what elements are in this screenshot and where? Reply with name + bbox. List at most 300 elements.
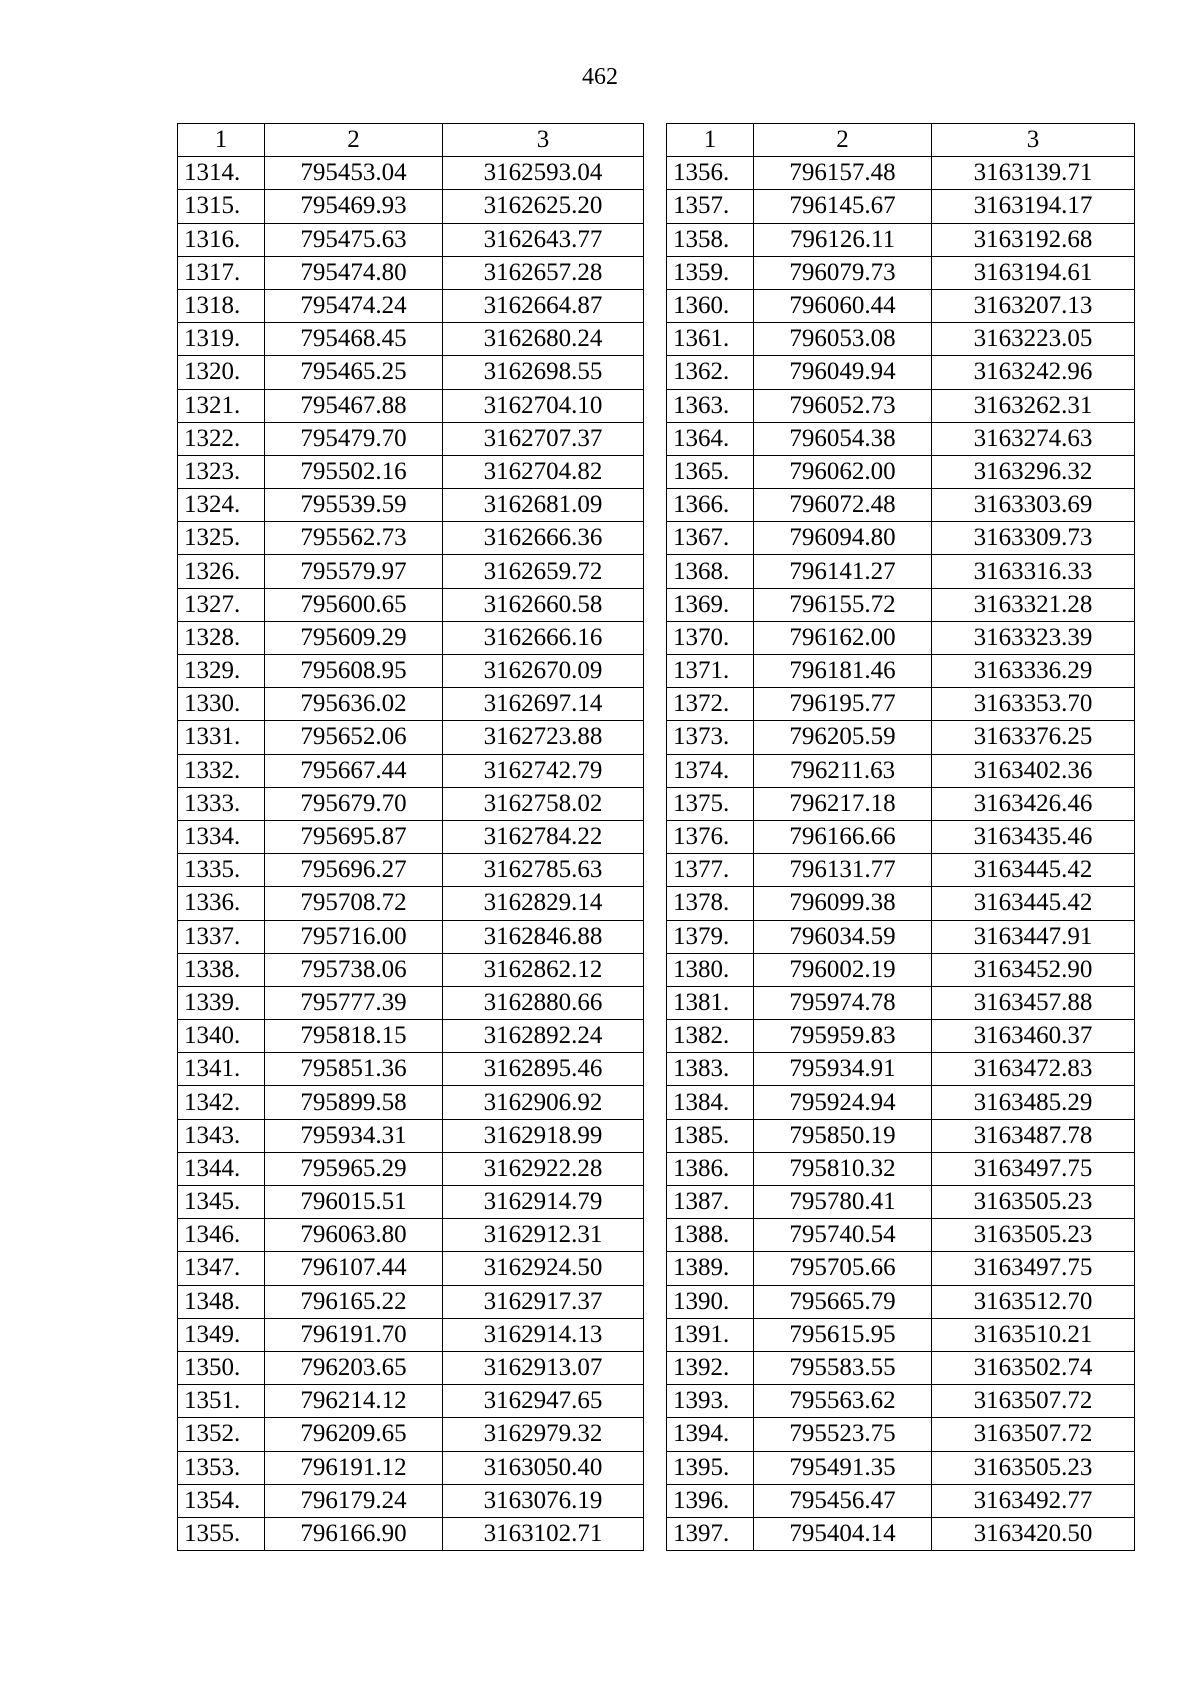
y-coordinate-cell: 3163505.23: [932, 1219, 1135, 1252]
point-number-cell: 1350.: [178, 1351, 265, 1384]
point-number-cell: 1374.: [667, 754, 754, 787]
table-row: [178, 289, 644, 322]
y-coordinate-cell: 3163510.21: [932, 1318, 1135, 1351]
x-coordinate-cell: 795469.93: [265, 190, 443, 223]
y-coordinate-cell: 3163262.31: [932, 389, 1135, 422]
x-coordinate-cell: 796181.46: [754, 655, 932, 688]
table-row: [667, 190, 1135, 223]
x-coordinate-cell: 795609.29: [265, 621, 443, 654]
y-coordinate-cell: 3162846.88: [443, 920, 644, 953]
x-coordinate-cell: 795696.27: [265, 854, 443, 887]
x-coordinate-cell: 796162.00: [754, 621, 932, 654]
x-coordinate-cell: 795679.70: [265, 787, 443, 820]
y-coordinate-cell: 3163309.73: [932, 522, 1135, 555]
table-row: [667, 1086, 1135, 1119]
x-coordinate-cell: 795600.65: [265, 588, 443, 621]
table-row: [178, 1351, 644, 1384]
y-coordinate-cell: 3162681.09: [443, 489, 644, 522]
table-row: [667, 389, 1135, 422]
header-col-3: 3: [443, 124, 644, 157]
x-coordinate-cell: 795479.70: [265, 422, 443, 455]
table-row: [178, 1285, 644, 1318]
x-coordinate-cell: 796217.18: [754, 787, 932, 820]
point-number-cell: 1337.: [178, 920, 265, 953]
point-number-cell: 1315.: [178, 190, 265, 223]
table-row: [667, 356, 1135, 389]
table-row: [178, 1219, 644, 1252]
x-coordinate-cell: 795563.62: [754, 1385, 932, 1418]
point-number-cell: 1364.: [667, 422, 754, 455]
table-row: [667, 1318, 1135, 1351]
point-number-cell: 1326.: [178, 555, 265, 588]
y-coordinate-cell: 3163296.32: [932, 455, 1135, 488]
x-coordinate-cell: 795562.73: [265, 522, 443, 555]
x-coordinate-cell: 795738.06: [265, 953, 443, 986]
point-number-cell: 1390.: [667, 1285, 754, 1318]
x-coordinate-cell: 796072.48: [754, 489, 932, 522]
point-number-cell: 1318.: [178, 289, 265, 322]
table-row: [667, 522, 1135, 555]
y-coordinate-cell: 3162643.77: [443, 223, 644, 256]
table-row: [667, 555, 1135, 588]
table-row: [667, 323, 1135, 356]
y-coordinate-cell: 3163102.71: [443, 1517, 644, 1550]
point-number-cell: 1369.: [667, 588, 754, 621]
y-coordinate-cell: 3162862.12: [443, 953, 644, 986]
x-coordinate-cell: 796214.12: [265, 1385, 443, 1418]
table-row: [178, 190, 644, 223]
x-coordinate-cell: 795579.97: [265, 555, 443, 588]
y-coordinate-cell: 3162625.20: [443, 190, 644, 223]
table-row: [178, 323, 644, 356]
table-row: [667, 157, 1135, 190]
point-number-cell: 1341.: [178, 1053, 265, 1086]
y-coordinate-cell: 3163192.68: [932, 223, 1135, 256]
point-number-cell: 1362.: [667, 356, 754, 389]
point-number-cell: 1353.: [178, 1451, 265, 1484]
y-coordinate-cell: 3162742.79: [443, 754, 644, 787]
x-coordinate-cell: 795934.91: [754, 1053, 932, 1086]
x-coordinate-cell: 795475.63: [265, 223, 443, 256]
point-number-cell: 1380.: [667, 953, 754, 986]
x-coordinate-cell: 795404.14: [754, 1517, 932, 1550]
table-row: [178, 389, 644, 422]
y-coordinate-cell: 3163485.29: [932, 1086, 1135, 1119]
table-row: [178, 1053, 644, 1086]
y-coordinate-cell: 3162918.99: [443, 1119, 644, 1152]
point-number-cell: 1394.: [667, 1418, 754, 1451]
x-coordinate-cell: 796203.65: [265, 1351, 443, 1384]
table-header-row: [178, 124, 644, 157]
y-coordinate-cell: 3162906.92: [443, 1086, 644, 1119]
y-coordinate-cell: 3162698.55: [443, 356, 644, 389]
y-coordinate-cell: 3162680.24: [443, 323, 644, 356]
x-coordinate-cell: 796205.59: [754, 721, 932, 754]
x-coordinate-cell: 796107.44: [265, 1252, 443, 1285]
point-number-cell: 1352.: [178, 1418, 265, 1451]
y-coordinate-cell: 3162670.09: [443, 655, 644, 688]
x-coordinate-cell: 796155.72: [754, 588, 932, 621]
table-row: [178, 522, 644, 555]
point-number-cell: 1355.: [178, 1517, 265, 1550]
y-coordinate-cell: 3163497.75: [932, 1252, 1135, 1285]
table-row: [178, 1451, 644, 1484]
point-number-cell: 1317.: [178, 256, 265, 289]
x-coordinate-cell: 795667.44: [265, 754, 443, 787]
table-row: [178, 854, 644, 887]
y-coordinate-cell: 3162922.28: [443, 1152, 644, 1185]
table-row: [178, 688, 644, 721]
table-row: [178, 1418, 644, 1451]
y-coordinate-cell: 3162723.88: [443, 721, 644, 754]
y-coordinate-cell: 3163492.77: [932, 1484, 1135, 1517]
point-number-cell: 1324.: [178, 489, 265, 522]
y-coordinate-cell: 3162829.14: [443, 887, 644, 920]
x-coordinate-cell: 795695.87: [265, 820, 443, 853]
table-row: [667, 688, 1135, 721]
x-coordinate-cell: 796166.90: [265, 1517, 443, 1550]
x-coordinate-cell: 795665.79: [754, 1285, 932, 1318]
x-coordinate-cell: 795491.35: [754, 1451, 932, 1484]
x-coordinate-cell: 796002.19: [754, 953, 932, 986]
point-number-cell: 1383.: [667, 1053, 754, 1086]
table-row: [667, 820, 1135, 853]
x-coordinate-cell: 795810.32: [754, 1152, 932, 1185]
table-row: [178, 223, 644, 256]
table-row: [667, 621, 1135, 654]
y-coordinate-cell: 3162913.07: [443, 1351, 644, 1384]
table-row: [178, 356, 644, 389]
table-row: [667, 1186, 1135, 1219]
point-number-cell: 1340.: [178, 1020, 265, 1053]
x-coordinate-cell: 796099.38: [754, 887, 932, 920]
y-coordinate-cell: 3163460.37: [932, 1020, 1135, 1053]
header-col-1: 1: [178, 124, 265, 157]
table-row: [178, 1484, 644, 1517]
y-coordinate-cell: 3163445.42: [932, 887, 1135, 920]
y-coordinate-cell: 3163050.40: [443, 1451, 644, 1484]
y-coordinate-cell: 3163139.71: [932, 157, 1135, 190]
x-coordinate-cell: 796131.77: [754, 854, 932, 887]
point-number-cell: 1381.: [667, 986, 754, 1019]
point-number-cell: 1377.: [667, 854, 754, 887]
table-row: [178, 721, 644, 754]
y-coordinate-cell: 3162660.58: [443, 588, 644, 621]
point-number-cell: 1371.: [667, 655, 754, 688]
point-number-cell: 1348.: [178, 1285, 265, 1318]
point-number-cell: 1333.: [178, 787, 265, 820]
point-number-cell: 1372.: [667, 688, 754, 721]
y-coordinate-cell: 3163447.91: [932, 920, 1135, 953]
table-row: [178, 1385, 644, 1418]
y-coordinate-cell: 3163420.50: [932, 1517, 1135, 1550]
table-row: [667, 455, 1135, 488]
y-coordinate-cell: 3163242.96: [932, 356, 1135, 389]
table-row: [667, 1020, 1135, 1053]
y-coordinate-cell: 3162666.16: [443, 621, 644, 654]
x-coordinate-cell: 796166.66: [754, 820, 932, 853]
x-coordinate-cell: 795705.66: [754, 1252, 932, 1285]
y-coordinate-cell: 3163076.19: [443, 1484, 644, 1517]
point-number-cell: 1378.: [667, 887, 754, 920]
table-row: [667, 787, 1135, 820]
point-number-cell: 1396.: [667, 1484, 754, 1517]
table-row: [667, 1517, 1135, 1550]
x-coordinate-cell: 796141.27: [754, 555, 932, 588]
point-number-cell: 1343.: [178, 1119, 265, 1152]
x-coordinate-cell: 796063.80: [265, 1219, 443, 1252]
table-row: [667, 920, 1135, 953]
table-row: [178, 422, 644, 455]
x-coordinate-cell: 795818.15: [265, 1020, 443, 1053]
table-row: [178, 1119, 644, 1152]
y-coordinate-cell: 3162707.37: [443, 422, 644, 455]
y-coordinate-cell: 3163316.33: [932, 555, 1135, 588]
table-row: [178, 1086, 644, 1119]
point-number-cell: 1344.: [178, 1152, 265, 1185]
x-coordinate-cell: 795716.00: [265, 920, 443, 953]
y-coordinate-cell: 3163457.88: [932, 986, 1135, 1019]
y-coordinate-cell: 3163336.29: [932, 655, 1135, 688]
point-number-cell: 1349.: [178, 1318, 265, 1351]
y-coordinate-cell: 3163321.28: [932, 588, 1135, 621]
y-coordinate-cell: 3163223.05: [932, 323, 1135, 356]
x-coordinate-cell: 795474.24: [265, 289, 443, 322]
point-number-cell: 1360.: [667, 289, 754, 322]
point-number-cell: 1347.: [178, 1252, 265, 1285]
table-row: [178, 655, 644, 688]
table-row: [667, 256, 1135, 289]
x-coordinate-cell: 795740.54: [754, 1219, 932, 1252]
x-coordinate-cell: 795899.58: [265, 1086, 443, 1119]
table-row: [178, 754, 644, 787]
x-coordinate-cell: 795608.95: [265, 655, 443, 688]
table-row: [667, 588, 1135, 621]
y-coordinate-cell: 3163194.61: [932, 256, 1135, 289]
point-number-cell: 1359.: [667, 256, 754, 289]
point-number-cell: 1379.: [667, 920, 754, 953]
point-number-cell: 1388.: [667, 1219, 754, 1252]
point-number-cell: 1320.: [178, 356, 265, 389]
y-coordinate-cell: 3163497.75: [932, 1152, 1135, 1185]
y-coordinate-cell: 3163426.46: [932, 787, 1135, 820]
x-coordinate-cell: 796211.63: [754, 754, 932, 787]
point-number-cell: 1335.: [178, 854, 265, 887]
x-coordinate-cell: 796054.38: [754, 422, 932, 455]
table-row: [178, 455, 644, 488]
y-coordinate-cell: 3162979.32: [443, 1418, 644, 1451]
table-row: [667, 1285, 1135, 1318]
table-row: [178, 621, 644, 654]
table-row: [667, 1053, 1135, 1086]
table-row: [667, 1418, 1135, 1451]
x-coordinate-cell: 796052.73: [754, 389, 932, 422]
point-number-cell: 1322.: [178, 422, 265, 455]
x-coordinate-cell: 795456.47: [754, 1484, 932, 1517]
y-coordinate-cell: 3163303.69: [932, 489, 1135, 522]
x-coordinate-cell: 796145.67: [754, 190, 932, 223]
y-coordinate-cell: 3162880.66: [443, 986, 644, 1019]
table-row: [667, 489, 1135, 522]
page-number: 462: [582, 64, 618, 90]
x-coordinate-cell: 795465.25: [265, 356, 443, 389]
y-coordinate-cell: 3162697.14: [443, 688, 644, 721]
table-row: [178, 1252, 644, 1285]
x-coordinate-cell: 795539.59: [265, 489, 443, 522]
table-row: [178, 820, 644, 853]
table-row: [178, 986, 644, 1019]
point-number-cell: 1323.: [178, 455, 265, 488]
point-number-cell: 1361.: [667, 323, 754, 356]
y-coordinate-cell: 3163502.74: [932, 1351, 1135, 1384]
table-row: [667, 655, 1135, 688]
y-coordinate-cell: 3162785.63: [443, 854, 644, 887]
x-coordinate-cell: 796195.77: [754, 688, 932, 721]
x-coordinate-cell: 795777.39: [265, 986, 443, 1019]
table-row: [667, 289, 1135, 322]
point-number-cell: 1342.: [178, 1086, 265, 1119]
y-coordinate-cell: 3163323.39: [932, 621, 1135, 654]
y-coordinate-cell: 3162914.79: [443, 1186, 644, 1219]
point-number-cell: 1392.: [667, 1351, 754, 1384]
point-number-cell: 1395.: [667, 1451, 754, 1484]
point-number-cell: 1336.: [178, 887, 265, 920]
x-coordinate-cell: 796060.44: [754, 289, 932, 322]
x-coordinate-cell: 796157.48: [754, 157, 932, 190]
y-coordinate-cell: 3163507.72: [932, 1385, 1135, 1418]
table-row: [667, 854, 1135, 887]
x-coordinate-cell: 796053.08: [754, 323, 932, 356]
y-coordinate-cell: 3162704.82: [443, 455, 644, 488]
point-number-cell: 1376.: [667, 820, 754, 853]
point-number-cell: 1391.: [667, 1318, 754, 1351]
point-number-cell: 1329.: [178, 655, 265, 688]
table-row: [178, 887, 644, 920]
x-coordinate-cell: 796191.12: [265, 1451, 443, 1484]
x-coordinate-cell: 795974.78: [754, 986, 932, 1019]
table-row: [667, 1152, 1135, 1185]
x-coordinate-cell: 796179.24: [265, 1484, 443, 1517]
point-number-cell: 1357.: [667, 190, 754, 223]
y-coordinate-cell: 3162704.10: [443, 389, 644, 422]
point-number-cell: 1368.: [667, 555, 754, 588]
x-coordinate-cell: 796062.00: [754, 455, 932, 488]
x-coordinate-cell: 795780.41: [754, 1186, 932, 1219]
table-row: [667, 1351, 1135, 1384]
x-coordinate-cell: 795708.72: [265, 887, 443, 920]
table-row: [178, 920, 644, 953]
x-coordinate-cell: 795965.29: [265, 1152, 443, 1185]
y-coordinate-cell: 3162895.46: [443, 1053, 644, 1086]
table-row: [178, 1020, 644, 1053]
x-coordinate-cell: 795851.36: [265, 1053, 443, 1086]
y-coordinate-cell: 3162924.50: [443, 1252, 644, 1285]
y-coordinate-cell: 3162912.31: [443, 1219, 644, 1252]
y-coordinate-cell: 3163505.23: [932, 1186, 1135, 1219]
point-number-cell: 1327.: [178, 588, 265, 621]
x-coordinate-cell: 795959.83: [754, 1020, 932, 1053]
point-number-cell: 1384.: [667, 1086, 754, 1119]
point-number-cell: 1319.: [178, 323, 265, 356]
header-col-2: 2: [265, 124, 443, 157]
table-row: [667, 1484, 1135, 1517]
header-col-3: 3: [932, 124, 1135, 157]
point-number-cell: 1358.: [667, 223, 754, 256]
table-row: [667, 1119, 1135, 1152]
x-coordinate-cell: 795934.31: [265, 1119, 443, 1152]
y-coordinate-cell: 3163274.63: [932, 422, 1135, 455]
coordinates-table-left: [177, 123, 644, 1551]
point-number-cell: 1325.: [178, 522, 265, 555]
x-coordinate-cell: 795583.55: [754, 1351, 932, 1384]
y-coordinate-cell: 3162657.28: [443, 256, 644, 289]
x-coordinate-cell: 796094.80: [754, 522, 932, 555]
header-col-1: 1: [667, 124, 754, 157]
point-number-cell: 1328.: [178, 621, 265, 654]
point-number-cell: 1321.: [178, 389, 265, 422]
point-number-cell: 1365.: [667, 455, 754, 488]
point-number-cell: 1375.: [667, 787, 754, 820]
point-number-cell: 1339.: [178, 986, 265, 1019]
y-coordinate-cell: 3162593.04: [443, 157, 644, 190]
table-row: [667, 422, 1135, 455]
y-coordinate-cell: 3162666.36: [443, 522, 644, 555]
point-number-cell: 1332.: [178, 754, 265, 787]
y-coordinate-cell: 3163353.70: [932, 688, 1135, 721]
table-row: [178, 489, 644, 522]
y-coordinate-cell: 3163435.46: [932, 820, 1135, 853]
x-coordinate-cell: 795636.02: [265, 688, 443, 721]
x-coordinate-cell: 795523.75: [754, 1418, 932, 1451]
table-row: [667, 721, 1135, 754]
point-number-cell: 1331.: [178, 721, 265, 754]
table-header-row: [667, 124, 1135, 157]
table-row: [178, 1152, 644, 1185]
x-coordinate-cell: 796126.11: [754, 223, 932, 256]
table-row: [178, 588, 644, 621]
table-row: [178, 555, 644, 588]
y-coordinate-cell: 3163507.72: [932, 1418, 1135, 1451]
y-coordinate-cell: 3162784.22: [443, 820, 644, 853]
table-row: [178, 787, 644, 820]
x-coordinate-cell: 796165.22: [265, 1285, 443, 1318]
point-number-cell: 1330.: [178, 688, 265, 721]
coordinates-table-right: [666, 123, 1135, 1551]
point-number-cell: 1338.: [178, 953, 265, 986]
x-coordinate-cell: 795468.45: [265, 323, 443, 356]
x-coordinate-cell: 795924.94: [754, 1086, 932, 1119]
header-col-2: 2: [754, 124, 932, 157]
x-coordinate-cell: 795467.88: [265, 389, 443, 422]
x-coordinate-cell: 795652.06: [265, 721, 443, 754]
x-coordinate-cell: 795850.19: [754, 1119, 932, 1152]
y-coordinate-cell: 3162659.72: [443, 555, 644, 588]
x-coordinate-cell: 795502.16: [265, 455, 443, 488]
table-row: [178, 1318, 644, 1351]
y-coordinate-cell: 3162947.65: [443, 1385, 644, 1418]
x-coordinate-cell: 796015.51: [265, 1186, 443, 1219]
table-row: [178, 157, 644, 190]
x-coordinate-cell: 796191.70: [265, 1318, 443, 1351]
point-number-cell: 1345.: [178, 1186, 265, 1219]
point-number-cell: 1382.: [667, 1020, 754, 1053]
y-coordinate-cell: 3163505.23: [932, 1451, 1135, 1484]
y-coordinate-cell: 3163472.83: [932, 1053, 1135, 1086]
y-coordinate-cell: 3162914.13: [443, 1318, 644, 1351]
point-number-cell: 1397.: [667, 1517, 754, 1550]
y-coordinate-cell: 3162892.24: [443, 1020, 644, 1053]
point-number-cell: 1366.: [667, 489, 754, 522]
